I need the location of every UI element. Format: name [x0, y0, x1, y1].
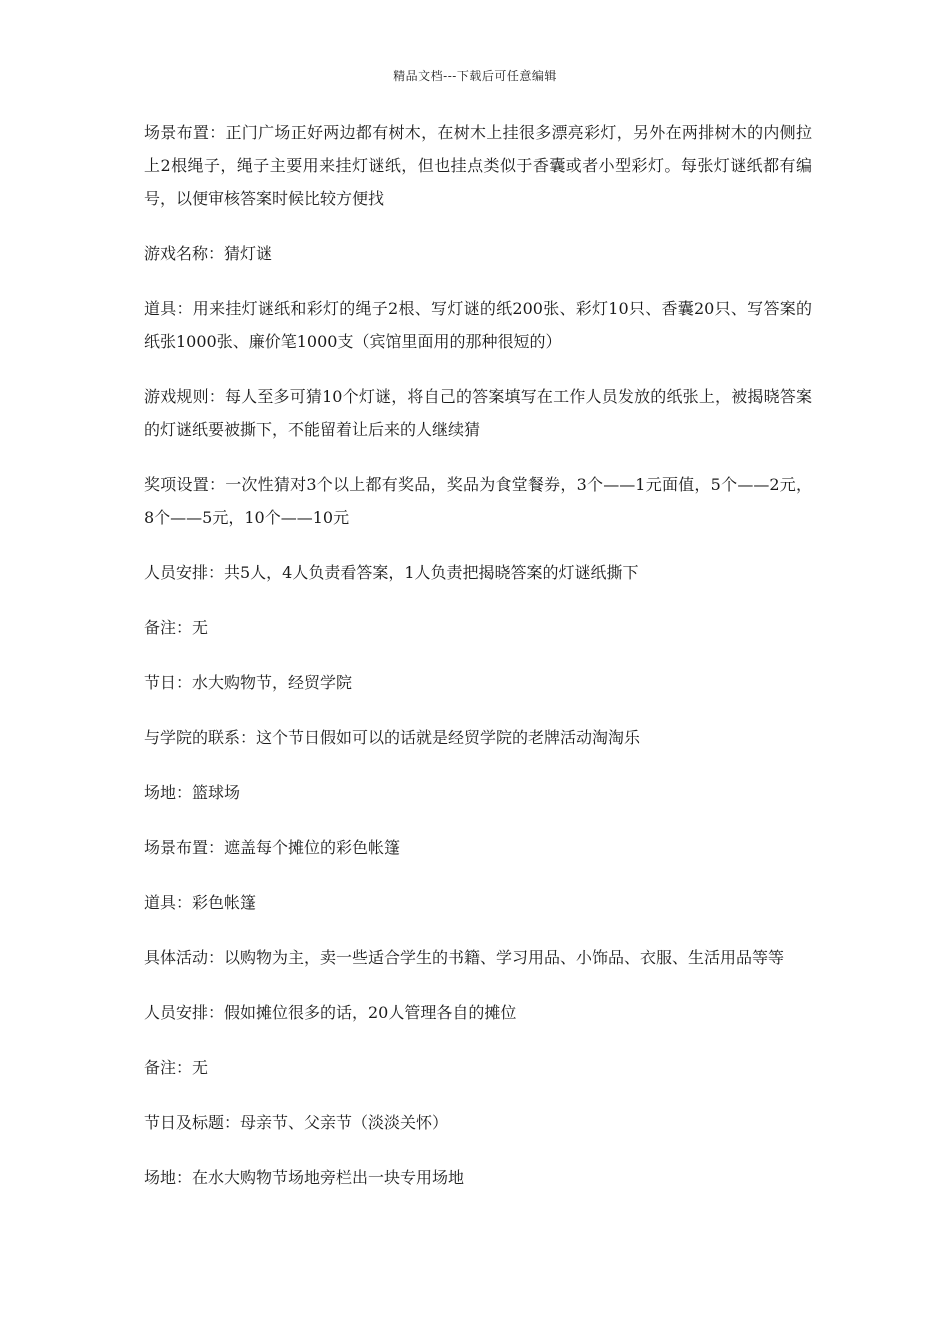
paragraph-venue-parents: 场地：在水大购物节场地旁栏出一块专用场地 — [144, 1168, 465, 1187]
page-header: 精品文档---下载后可任意编辑 — [393, 69, 557, 83]
paragraph-remarks-lantern: 备注：无 — [144, 618, 209, 637]
paragraph-props-lantern: 道具：用来挂灯谜纸和彩灯的绳子2根、写灯谜的纸200张、彩灯10只、香囊20只、写答案的纸张1000张、廉价笔1000支（宾馆里面用的那种很短的） — [144, 299, 812, 351]
paragraph-festival-shopping: 节日：水大购物节，经贸学院 — [144, 673, 353, 692]
paragraph-props-shopping: 道具：彩色帐篷 — [144, 893, 257, 912]
paragraph-staffing-shopping: 人员安排：假如摊位很多的话，20人管理各自的摊位 — [144, 1003, 517, 1022]
paragraph-venue-shopping: 场地：篮球场 — [144, 783, 241, 802]
paragraph-festival-parents: 节日及标题：母亲节、父亲节（淡淡关怀） — [144, 1113, 449, 1132]
paragraph-scene-setup-shopping: 场景布置：遮盖每个摊位的彩色帐篷 — [144, 838, 401, 857]
paragraph-game-rules: 游戏规则：每人至多可猜10个灯谜，将自己的答案填写在工作人员发放的纸张上，被揭晓答案的灯谜纸要被撕下，不能留着让后来的人继续猜 — [144, 387, 812, 439]
paragraph-activities-shopping: 具体活动：以购物为主，卖一些适合学生的书籍、学习用品、小饰品、衣服、生活用品等等 — [144, 948, 785, 967]
paragraph-college-link: 与学院的联系：这个节日假如可以的话就是经贸学院的老牌活动淘淘乐 — [144, 728, 641, 747]
document-body — [144, 116, 812, 1216]
paragraph-prize-setup: 奖项设置：一次性猜对3个以上都有奖品，奖品为食堂餐券，3个——1元面值，5个——2元，8个——5元，10个——10元 — [144, 475, 812, 527]
paragraph-staffing-lantern: 人员安排：共5人，4人负责看答案，1人负责把揭晓答案的灯谜纸撕下 — [144, 563, 639, 582]
paragraph-remarks-shopping: 备注：无 — [144, 1058, 209, 1077]
paragraph-scene-setup-lantern: 场景布置：正门广场正好两边都有树木，在树木上挂很多漂亮彩灯，另外在两排树木的内侧拉上2根绳子，绳子主要用来挂灯谜纸，但也挂点类似于香囊或者小型彩灯。每张灯谜纸都有编号，以便审核答案时候比较方便找 — [144, 123, 812, 208]
paragraph-game-name: 游戏名称：猜灯谜 — [144, 244, 273, 263]
